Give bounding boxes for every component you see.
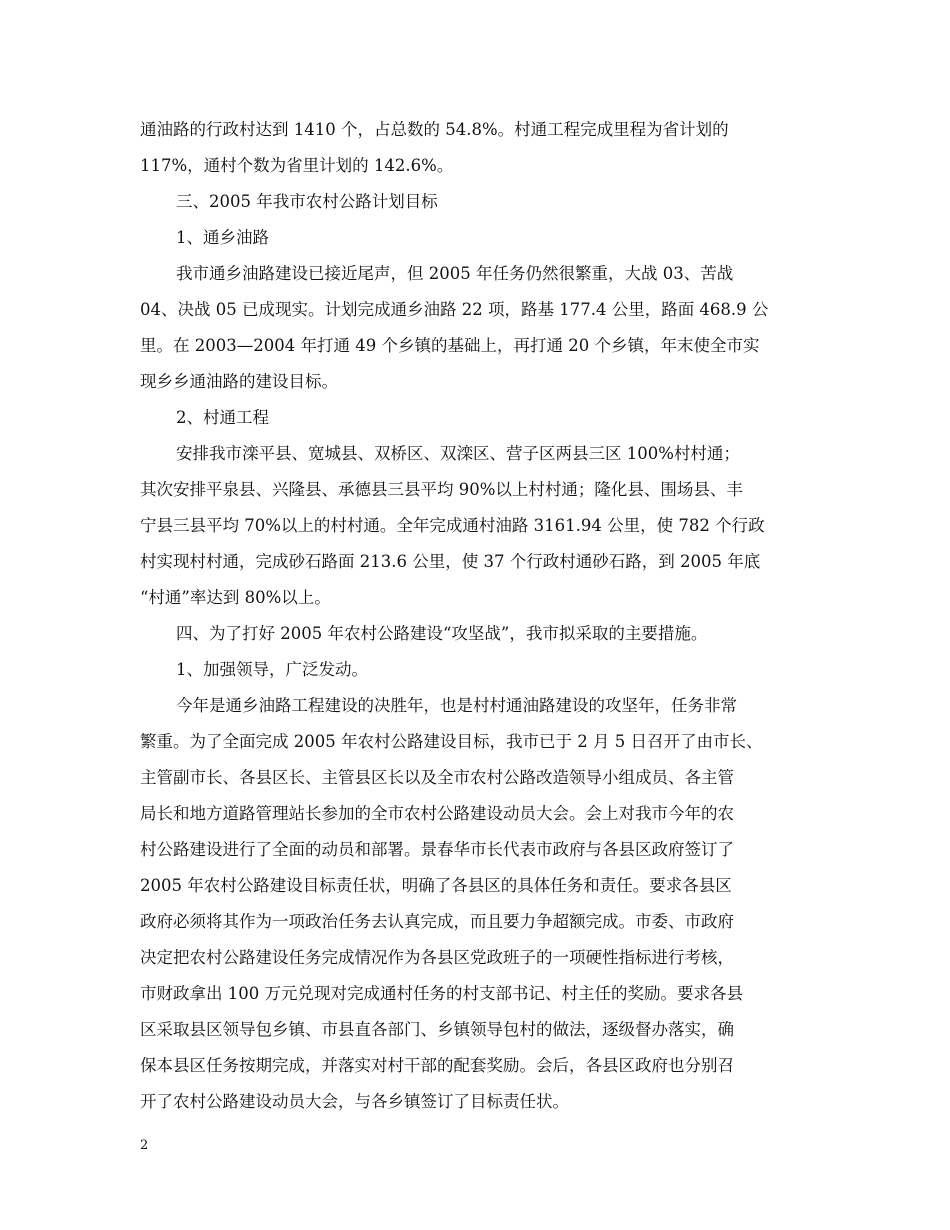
text-line: 2005 年农村公路建设目标责任状，明确了各县区的具体任务和责任。要求各县区 <box>140 876 732 895</box>
text-line: 2、村通工程 <box>176 408 269 427</box>
text-line: 通油路的行政村达到 1410 个，占总数的 54.8%。村通工程完成里程为省计划的 <box>140 120 729 139</box>
text-line: “村通”率达到 80%以上。 <box>140 588 331 607</box>
text-line: 政府必须将其作为一项政治任务去认真完成，而且要力争超额完成。市委、市政府 <box>140 912 734 931</box>
text-line: 1、加强领导，广泛发动。 <box>176 660 368 679</box>
text-line: 开了农村公路建设动员大会，与各乡镇签订了目标责任状。 <box>140 1092 569 1111</box>
text-line: 1、通乡油路 <box>176 228 269 247</box>
text-line: 里。在 2003—2004 年打通 49 个乡镇的基础上，再打通 20 个乡镇，年末使全市实 <box>140 336 760 355</box>
text-line: 村公路建设进行了全面的动员和部署。景春华市长代表市政府与各县区政府签订了 <box>140 840 734 859</box>
text-line: 我市通乡油路建设已接近尾声，但 2005 年任务仍然很繁重，大战 03、苦战 <box>176 264 734 283</box>
text-line: 保本县区任务按期完成，并落实对村干部的配套奖励。会后，各县区政府也分别召 <box>140 1056 734 1075</box>
text-line: 今年是通乡油路工程建设的决胜年，也是村村通油路建设的攻坚年，任务非常 <box>176 696 737 715</box>
text-line: 区采取县区领导包乡镇、市县直各部门、乡镇领导包村的做法，逐级督办落实，确 <box>140 1020 734 1039</box>
text-line: 市财政拿出 100 万元兑现对完成通村任务的村支部书记、村主任的奖励。要求各县 <box>140 984 743 1003</box>
text-line: 现乡乡通油路的建设目标。 <box>140 372 338 391</box>
text-line: 三、2005 年我市农村公路计划目标 <box>176 192 438 211</box>
page-number: 2 <box>140 1138 149 1153</box>
text-line: 四、为了打好 2005 年农村公路建设“攻坚战”，我市拟采取的主要措施。 <box>176 624 708 643</box>
text-line: 决定把农村公路建设任务完成情况作为各县区党政班子的一项硬性指标进行考核， <box>140 948 734 967</box>
text-line: 繁重。为了全面完成 2005 年农村公路建设目标，我市已于 2 月 5 日召开了由市长、 <box>140 732 763 751</box>
text-line: 村实现村村通，完成砂石路面 213.6 公里，使 37 个行政村通砂石路，到 2005 年底 <box>140 552 761 571</box>
text-line: 117%，通村个数为省里计划的 142.6%。 <box>140 156 454 175</box>
text-line: 04、决战 05 已成现实。计划完成通乡油路 22 项，路基 177.4 公里，路面 468.9 公 <box>140 300 769 319</box>
text-line: 安排我市滦平县、宽城县、双桥区、双滦区、营子区两县三区 100%村村通； <box>176 444 740 463</box>
text-line: 宁县三县平均 70%以上的村村通。全年完成通村油路 3161.94 公里，使 782 个行政 <box>140 516 765 535</box>
document-body <box>140 112 812 1120</box>
text-line: 主管副市长、各县区长、主管县区长以及全市农村公路改造领导小组成员、各主管 <box>140 768 734 787</box>
text-line: 其次安排平泉县、兴隆县、承德县三县平均 90%以上村村通；隆化县、围场县、丰 <box>140 480 743 499</box>
text-line: 局长和地方道路管理站长参加的全市农村公路建设动员大会。会上对我市今年的农 <box>140 804 734 823</box>
